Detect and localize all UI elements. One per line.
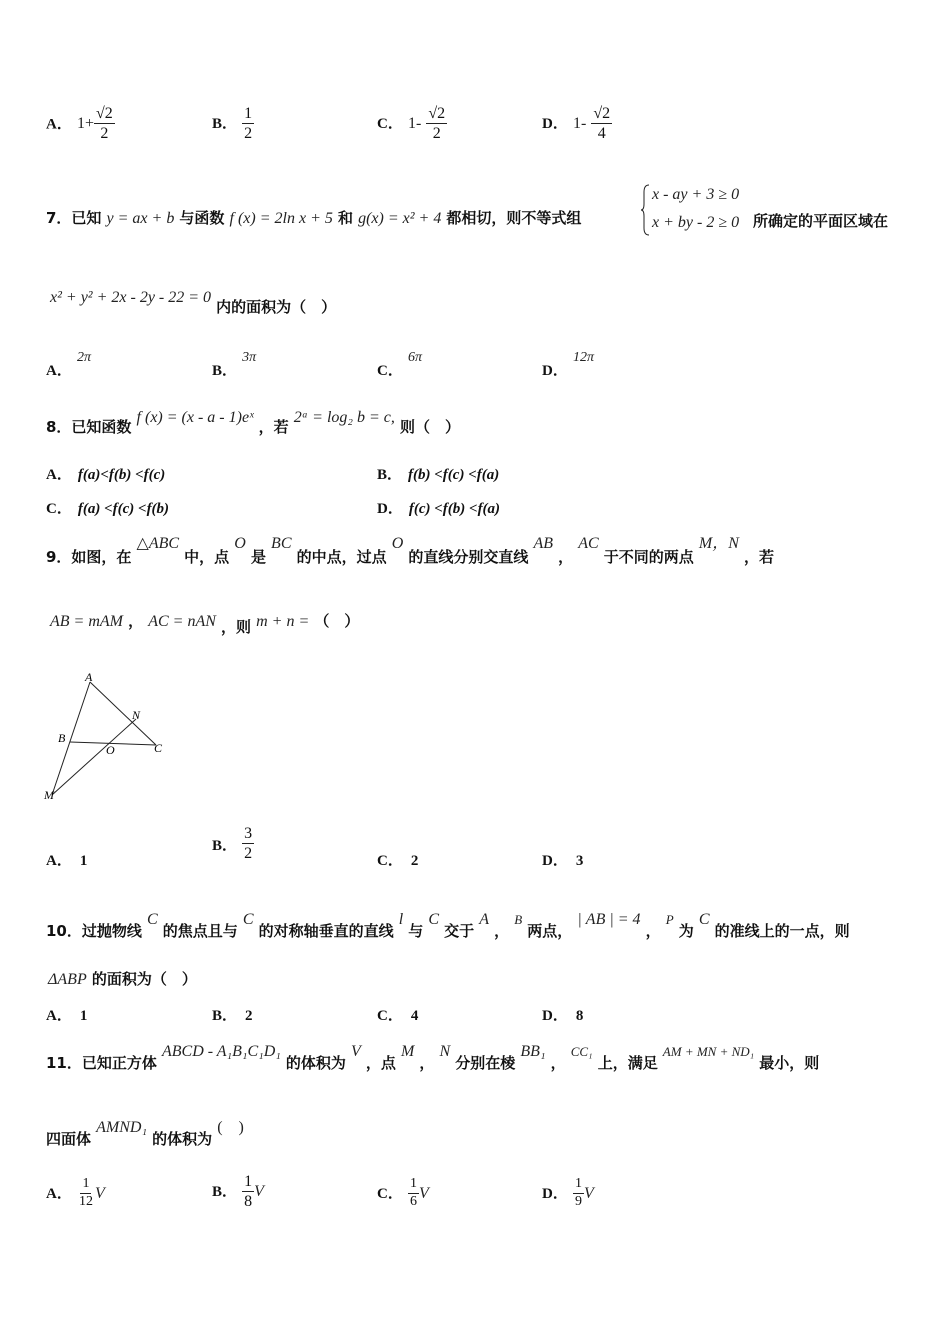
option-suffix: V [583, 1184, 594, 1202]
option-value: f(a)<f(b) <f(c) [77, 467, 166, 483]
q10-text: 的焦点且与 [162, 922, 238, 940]
q8-option-c [46, 497, 169, 518]
q11-cube: ABCD - A₁B₁C₁D₁ [161, 1043, 281, 1060]
q9-triangle: △ABC [136, 535, 180, 552]
q9-points-mn: M，N [698, 535, 739, 552]
option-label: C． [377, 116, 403, 133]
q7-option-b [212, 345, 257, 379]
q11-paren: ( ) [217, 1119, 244, 1136]
option-fraction [573, 1176, 584, 1211]
q10-parabola-c: C [428, 911, 440, 928]
numerator: 1 [80, 1176, 91, 1194]
q9-triangle-figure [40, 668, 180, 808]
option-label: B． [212, 363, 238, 379]
q7-ineq-2: x + by - 2 ≥ 0 [652, 214, 740, 231]
q8-option-b [377, 463, 499, 484]
q7-line-2 [50, 286, 337, 316]
option-value: 2 [245, 1008, 253, 1024]
q10-line-l: l [398, 911, 404, 928]
q11-volume-v: V [351, 1043, 361, 1060]
option-fraction [242, 824, 254, 863]
option-value: 3π [242, 350, 257, 365]
q10-parabola-c: C [146, 911, 158, 928]
q9-sum-eq: m + n = [256, 613, 310, 630]
label-a: A [85, 670, 93, 684]
numerator: 3 [242, 824, 254, 844]
q9-text: （ ） [314, 612, 360, 630]
q9-vector-eq-1: AB = mAM [50, 613, 123, 630]
q7-text: 都相切，则不等式组 [446, 209, 582, 227]
q6-option-d [542, 104, 612, 143]
q10-line-2 [48, 968, 197, 989]
q8-text: ，若 [258, 418, 289, 436]
option-label: C． [377, 1008, 403, 1024]
q9-text: 的直线分别交直线 [408, 548, 529, 566]
q10-text: 交于 [444, 922, 475, 940]
q10-option-a [46, 1004, 87, 1025]
q11-edge-bb1: BB₁ [520, 1043, 546, 1060]
option-label: A． [46, 116, 72, 133]
option-value: 6π [407, 350, 422, 365]
q9-point-o: O [391, 535, 404, 552]
option-label: D． [377, 501, 403, 517]
q7-text: 所确定的平面区域在 [753, 212, 889, 230]
label-c: C [154, 741, 163, 755]
option-value: 12π [572, 350, 594, 365]
option-value: f(b) <f(c) <f(a) [408, 467, 500, 483]
q8-text: 则（ ） [399, 418, 460, 436]
q9-text: 于不同的两点 [603, 548, 694, 566]
q10-point-a: A [479, 911, 490, 928]
denominator: 2 [432, 125, 441, 143]
option-value: 8 [575, 1008, 584, 1024]
q8-number: 8．已知函数 [46, 418, 132, 436]
denominator: 4 [597, 125, 606, 143]
q6-option-c [377, 104, 447, 143]
q7-g-eq: g(x) = x² + 4 [358, 210, 442, 227]
q7-option-c [377, 345, 422, 379]
q11-text: 最小，则 [759, 1054, 820, 1072]
option-label: A． [46, 1008, 72, 1024]
q9-line-1 [46, 530, 774, 566]
q9-text: ，若 [743, 548, 774, 566]
q6-option-a [46, 104, 115, 143]
q11-text: ，点 [365, 1054, 396, 1072]
option-label: B． [212, 116, 238, 133]
q9-vector-eq-2: AC = nAN [148, 613, 216, 630]
q11-option-a [46, 1176, 105, 1211]
denominator: 12 [78, 1193, 93, 1209]
q7-option-d [542, 345, 594, 379]
q7-f-eq: f (x) = 2ln x + 5 [229, 210, 333, 227]
q6-option-b [212, 104, 254, 143]
option-label: A． [46, 853, 72, 869]
q10-option-b [212, 1004, 253, 1025]
q10-text: 的面积为（ ） [91, 970, 197, 988]
option-label: C． [377, 853, 403, 869]
q10-text: 的对称轴垂直的直线 [258, 922, 394, 940]
option-label: D． [542, 363, 568, 379]
q11-line-1 [46, 1040, 820, 1072]
option-fraction [242, 104, 254, 143]
q9-text: ， [128, 612, 144, 630]
q9-text: 中，点 [184, 548, 230, 566]
q9-text: ， [558, 548, 574, 566]
denominator: 2 [244, 845, 253, 863]
option-label: B． [212, 1008, 238, 1024]
q11-point-m: M [401, 1043, 415, 1060]
q9-option-c [377, 849, 418, 870]
segment-ac [90, 682, 156, 745]
label-m: M [44, 788, 54, 802]
option-fraction [591, 104, 612, 143]
option-fraction [242, 1172, 254, 1211]
q9-line-ac: AC [578, 535, 599, 552]
denominator: 2 [244, 125, 253, 143]
q11-text: 上，满足 [597, 1054, 658, 1072]
q9-option-d [542, 849, 583, 870]
q8-condition: 2ᵃ = log₂ b = c, [293, 409, 395, 426]
q9-text: 是 [250, 548, 266, 566]
option-value: f(a) <f(c) <f(b) [77, 501, 170, 517]
option-value: 4 [410, 1008, 419, 1024]
q10-point-p: P [665, 912, 674, 927]
left-brace-icon [640, 184, 650, 236]
q8-option-d [377, 497, 500, 518]
q11-text: 四面体 [46, 1130, 92, 1148]
q11-path-sum: AM + MN + ND₁ [662, 1044, 755, 1059]
q11-text: 的体积为 [152, 1130, 213, 1148]
q10-triangle: ΔABP [48, 971, 87, 988]
option-label: B． [377, 467, 403, 483]
q11-option-d [542, 1176, 594, 1211]
option-label: A． [46, 363, 72, 379]
q10-parabola-c: C [242, 911, 254, 928]
option-label: A． [46, 1185, 72, 1202]
q7-circle-eq: x² + y² + 2x - 2y - 22 = 0 [50, 289, 212, 306]
q11-point-n: N [439, 1043, 451, 1060]
option-fraction [77, 1176, 95, 1211]
q7-text: 内的面积为（ ） [216, 298, 337, 316]
option-value: 3 [575, 853, 584, 869]
q10-text: 两点， [527, 922, 573, 940]
denominator: 6 [409, 1193, 417, 1209]
q9-line-ab: AB [533, 535, 554, 552]
label-n: N [132, 708, 141, 722]
q7-text: 与函数 [179, 209, 225, 227]
q10-line-1 [46, 908, 850, 940]
q11-tetrahedron: AMND₁ [96, 1119, 147, 1136]
q9-text: ，则 [220, 618, 251, 636]
numerator: 1 [573, 1176, 584, 1194]
option-fraction [94, 104, 115, 143]
numerator: 1 [242, 104, 254, 124]
q10-text: ， [494, 922, 510, 940]
option-fraction [426, 104, 447, 143]
q11-text: ， [550, 1054, 566, 1072]
q11-text: 分别在棱 [455, 1054, 516, 1072]
q10-parabola-c: C [698, 911, 710, 928]
option-label: D． [542, 116, 568, 133]
option-suffix: V [254, 1183, 264, 1201]
q11-edge-cc1: CC₁ [570, 1044, 593, 1059]
q10-text: 为 [678, 922, 694, 940]
q9-segment-bc: BC [271, 535, 292, 552]
option-label: B． [212, 1184, 238, 1201]
q9-option-b [212, 824, 254, 863]
denominator: 9 [574, 1193, 582, 1209]
option-value: 1 [79, 1008, 88, 1024]
option-label: C． [377, 1185, 403, 1202]
q10-option-c [377, 1004, 418, 1025]
q9-text: 的中点，过点 [296, 548, 387, 566]
option-label: D． [542, 1185, 568, 1202]
option-label: D． [542, 1008, 568, 1024]
q7-line-1 [46, 207, 581, 228]
q10-number: 10．过抛物线 [46, 922, 142, 940]
option-suffix: V [418, 1184, 429, 1202]
q11-text: 的体积为 [285, 1054, 346, 1072]
numerator: 1 [408, 1176, 419, 1194]
option-prefix: 1- [572, 115, 587, 133]
q10-length: | AB | = 4 [577, 911, 641, 928]
option-value: 1 [79, 853, 88, 869]
label-b: B [58, 731, 66, 745]
q7-text: 和 [337, 209, 353, 227]
option-label: C． [377, 363, 403, 379]
option-value: 2 [410, 853, 419, 869]
q8-f-eq: f (x) = (x - a - 1)eˣ [136, 409, 254, 426]
q9-line-2 [50, 610, 360, 636]
q7-ineq-1: x - ay + 3 ≥ 0 [652, 186, 740, 203]
option-prefix: 1- [407, 115, 422, 133]
option-fraction [408, 1176, 419, 1211]
label-o: O [106, 743, 115, 757]
numerator: √2 [94, 104, 115, 124]
q7-option-a [46, 345, 91, 379]
option-value: f(c) <f(b) <f(a) [408, 501, 501, 517]
q7-line-eq: y = ax + b [106, 210, 175, 227]
option-label: B． [212, 838, 238, 855]
q8-stem [46, 406, 460, 436]
q9-number: 9．如图，在 [46, 548, 132, 566]
q10-text: ， [645, 922, 661, 940]
denominator: 8 [244, 1193, 253, 1211]
numerator: 1 [242, 1172, 254, 1192]
q7-line-1-end [753, 210, 888, 231]
option-suffix: V [94, 1184, 105, 1202]
numerator: √2 [591, 104, 612, 124]
option-prefix: 1+ [76, 114, 94, 132]
option-label: A． [46, 467, 72, 483]
q10-text: 的准线上的一点，则 [714, 922, 850, 940]
q10-option-d [542, 1004, 583, 1025]
q10-point-b: B [514, 912, 523, 927]
denominator: 2 [100, 125, 109, 143]
q11-line-2 [46, 1114, 244, 1148]
q9-option-a [46, 849, 87, 870]
option-label: D． [542, 853, 568, 869]
q11-number: 11．已知正方体 [46, 1054, 157, 1072]
q8-option-a [46, 463, 165, 484]
q11-option-b [212, 1172, 264, 1211]
q7-number: 7．已知 [46, 209, 102, 227]
q9-point-o: O [234, 535, 246, 552]
q11-option-c [377, 1176, 429, 1211]
q10-text: 与 [408, 922, 424, 940]
numerator: √2 [426, 104, 447, 124]
option-label: C． [46, 501, 72, 517]
option-value: 2π [76, 350, 91, 365]
q11-text: ， [419, 1054, 435, 1072]
